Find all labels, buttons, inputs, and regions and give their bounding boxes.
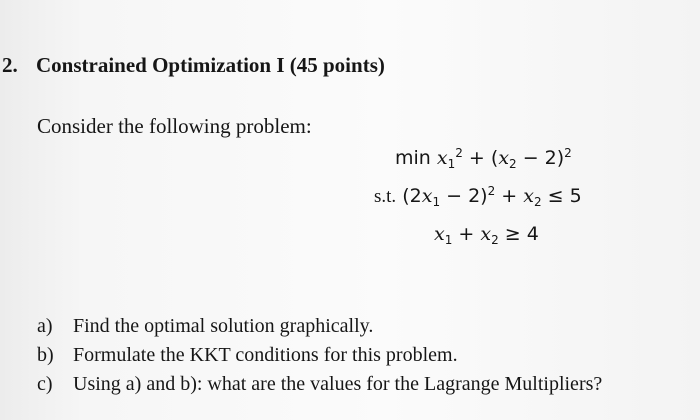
objective-function: $\min x_1^2 + (x_2 - 2)^2$ (395, 146, 572, 171)
task-item-b (37, 341, 602, 370)
task-label: b) (37, 344, 54, 366)
constraint-2: $x_1 + x_2 \ge 4$ (434, 223, 539, 247)
task-item-c (37, 370, 602, 399)
task-item-a (37, 312, 602, 341)
constraint-1: s.t. $(2x_1 - 2)^2 + x_2 \le 5$ (374, 184, 582, 209)
task-label: c) (37, 373, 53, 395)
subject-to-label: s.t. (374, 186, 397, 207)
task-list (37, 312, 602, 399)
task-text: Using a) and b): what are the values for the Lagrange Multipliers? (73, 373, 603, 395)
problem-number: 2. (2, 53, 18, 77)
task-text: Find the optimal solution graphically. (73, 315, 374, 337)
task-text: Formulate the KKT conditions for this problem. (73, 344, 458, 366)
problem-title: Constrained Optimization I (45 points) (36, 53, 385, 77)
problem-intro: Consider the following problem: (37, 114, 312, 138)
task-label: a) (37, 315, 53, 337)
objective-label: min (395, 147, 431, 169)
problem-heading (2, 53, 385, 78)
